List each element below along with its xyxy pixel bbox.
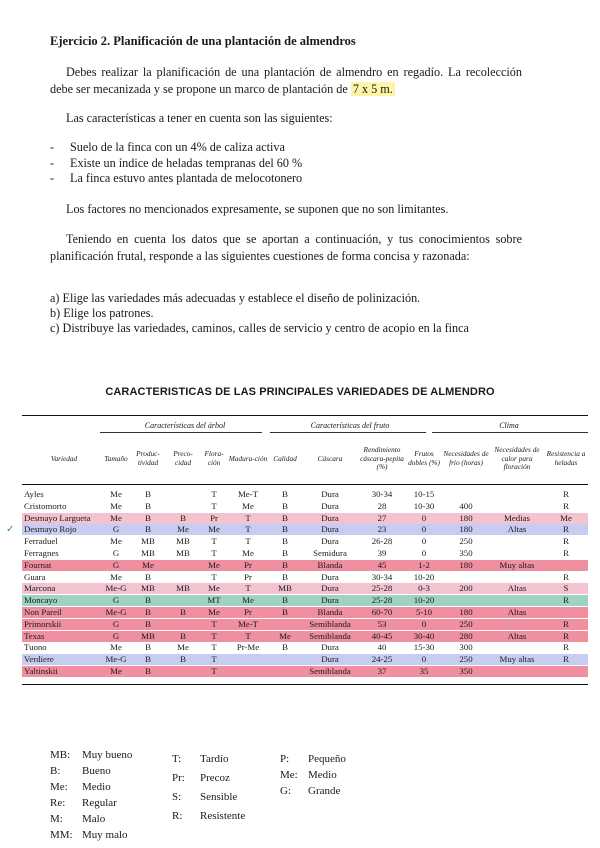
table-cell: 39 xyxy=(377,548,387,558)
legend-meaning: Sensible xyxy=(200,791,238,803)
table-cell: G xyxy=(112,630,120,641)
table-cell: Blanda xyxy=(317,559,343,570)
table-cell: MB xyxy=(141,583,155,594)
group-rule xyxy=(270,432,426,433)
table-cell: Me xyxy=(110,642,122,653)
table-cell: T xyxy=(245,512,251,523)
legend-entry xyxy=(50,763,132,779)
table-cell: Me xyxy=(279,630,291,641)
legend-meaning: Malo xyxy=(82,813,106,825)
table-cell: MB xyxy=(141,548,155,558)
legend-entry xyxy=(172,770,245,786)
table-cell: B xyxy=(145,489,151,499)
table-cell: Pr xyxy=(244,571,252,582)
variety-name: Ferraduel xyxy=(24,536,58,547)
table-cell: 350 xyxy=(459,666,473,676)
table-cell: 10-30 xyxy=(413,500,435,511)
table-cell: MB xyxy=(141,630,155,641)
table-cell: B xyxy=(145,512,151,523)
table-cell: Muy altas xyxy=(499,654,535,665)
table-cell: R xyxy=(563,500,569,511)
table-cell: B xyxy=(180,654,186,665)
table-cell: Blanda xyxy=(317,607,343,617)
table-cell: 280 xyxy=(459,630,473,641)
table-cell: B xyxy=(282,524,288,535)
table-cell: 0 xyxy=(421,618,427,629)
table-cell: 0-3 xyxy=(418,583,430,594)
table-cell: 250 xyxy=(459,536,473,547)
table-cell: B xyxy=(180,630,186,641)
table-row xyxy=(22,513,588,524)
table-cell: 250 xyxy=(459,654,473,665)
column-header: Tamaño xyxy=(104,453,128,463)
table-cell: Me xyxy=(110,666,122,676)
legend-entry xyxy=(280,783,346,799)
variety-name: Cristomorto xyxy=(24,500,67,511)
table-cell: 25-28 xyxy=(371,583,393,594)
legend-abbreviation: Me: xyxy=(50,781,68,793)
table-cell: Muy altas xyxy=(499,559,535,570)
table-row xyxy=(22,642,588,653)
table-cell: R xyxy=(563,642,569,653)
table-row xyxy=(22,548,588,559)
table-cell: 200 xyxy=(459,583,473,594)
table-cell: 180 xyxy=(459,607,473,617)
header-rule xyxy=(22,484,588,485)
table-cell: T xyxy=(211,630,217,641)
legend-entry xyxy=(172,808,245,824)
table-cell: 0 xyxy=(421,524,427,535)
table-cell: Me xyxy=(177,642,189,653)
table-cell: B xyxy=(282,642,288,653)
table-cell: B xyxy=(145,666,151,676)
table-cell: 40-45 xyxy=(371,630,393,641)
legend-meaning: Bueno xyxy=(82,765,111,777)
tick-mark-icon: ✓ xyxy=(6,524,15,535)
table-cell: R xyxy=(563,618,569,629)
table-cell: 180 xyxy=(459,559,473,570)
legend-entry xyxy=(50,827,132,843)
table-cell: R xyxy=(563,654,569,665)
table-cell: 400 xyxy=(459,500,473,511)
table-cell: B xyxy=(180,512,186,523)
table-cell: 30-34 xyxy=(371,489,393,499)
table-cell: Me xyxy=(208,559,220,570)
legend-entry xyxy=(50,779,132,795)
table-cell: T xyxy=(211,489,217,499)
table-cell: Semidura xyxy=(313,548,347,558)
variety-name: Marcona xyxy=(24,583,56,594)
table-cell: 30-34 xyxy=(371,571,393,582)
list-item: - Suelo de la finca con un 4% de caliza activa xyxy=(50,140,302,156)
table-title: CARACTERISTICAS DE LAS PRINCIPALES VARIEDADES DE ALMENDRO xyxy=(105,386,495,398)
legend-meaning: Tardío xyxy=(200,753,229,765)
variety-name: Ferragnes xyxy=(24,548,59,558)
table-cell: G xyxy=(112,559,120,570)
table-cell: 180 xyxy=(459,512,473,523)
legend-entry xyxy=(50,795,132,811)
table-bottom-rule xyxy=(22,684,588,685)
table-cell: Me xyxy=(242,548,254,558)
variety-name: Desmayo Largueta xyxy=(24,512,91,523)
table-cell: B xyxy=(145,595,151,606)
intro-paragraph xyxy=(50,64,522,97)
table-cell: Semiblanda xyxy=(309,630,351,641)
table-cell: R xyxy=(563,489,569,499)
table-row xyxy=(22,501,588,512)
table-cell: B xyxy=(282,607,288,617)
table-cell: 37 xyxy=(377,666,387,676)
table-cell: S xyxy=(563,583,569,594)
exercise-title: Ejercicio 2. Planificación de una plantación de almendros xyxy=(50,34,356,48)
variety-name: Fournat xyxy=(24,559,52,570)
table-cell: 1-2 xyxy=(418,559,430,570)
table-cell: B xyxy=(282,536,288,547)
legend-meaning: Precoz xyxy=(200,772,230,784)
table-cell: Dura xyxy=(321,583,339,594)
legend-abbreviation: M: xyxy=(50,813,63,825)
table-row xyxy=(22,654,588,665)
table-cell: G xyxy=(112,618,120,629)
variety-name: Desmayo Rojo xyxy=(24,524,77,535)
table-row xyxy=(22,607,588,618)
table-cell: B xyxy=(145,571,151,582)
group-rule xyxy=(432,432,588,433)
table-row xyxy=(22,619,588,630)
table-cell: 30-40 xyxy=(413,630,435,641)
table-cell: 15-30 xyxy=(413,642,435,653)
legend-meaning: Grande xyxy=(308,785,341,797)
table-cell: MB xyxy=(176,536,190,547)
table-cell: Pr xyxy=(210,512,218,523)
table-cell: Dura xyxy=(321,571,339,582)
table-cell: T xyxy=(211,548,217,558)
legend-abbreviation: R: xyxy=(172,810,183,822)
table-cell: Pr xyxy=(244,607,252,617)
intro-text: Debes realizar la planificación de una plantación de almendro en regadío. La recolección debe ser mecanizada y se propone un marco de plantación de xyxy=(50,65,522,96)
table-cell: Dura xyxy=(321,524,339,535)
instructions-paragraph: Teniendo en cuenta los datos que se aportan a continuación, y tus conocimientos sobre planificación frutal, responde a las siguientes cuestiones de forma concisa y razonada: xyxy=(50,232,522,263)
table-row xyxy=(22,524,588,535)
table-cell: 53 xyxy=(377,618,387,629)
table-cell: MB xyxy=(176,583,190,594)
table-cell: 180 xyxy=(459,524,473,535)
legend-entry xyxy=(172,789,245,805)
table-row xyxy=(22,536,588,547)
legend-entry xyxy=(50,811,132,827)
table-cell: Me xyxy=(242,500,254,511)
table-cell: Altas xyxy=(507,607,527,617)
table-cell: MB xyxy=(278,583,292,594)
legend-meaning: Muy malo xyxy=(82,829,128,841)
group-tree: Características del árbol xyxy=(144,421,226,430)
table-cell: 24-25 xyxy=(371,654,393,665)
legend-column-1 xyxy=(50,747,132,843)
table-cell: 0 xyxy=(421,654,427,665)
table-cell: Altas xyxy=(507,630,527,641)
table-cell: B xyxy=(145,607,151,617)
table-cell: MT xyxy=(207,595,221,606)
table-cell: 45 xyxy=(377,559,387,570)
table-cell: Pr xyxy=(244,559,252,570)
table-cell: 250 xyxy=(459,618,473,629)
column-header: Madura-ción xyxy=(228,453,268,463)
table-row xyxy=(22,666,588,677)
column-header: Produc-tividad xyxy=(136,449,160,467)
table-cell: Altas xyxy=(507,583,527,594)
table-cell: Dura xyxy=(321,595,339,606)
table-cell: 23 xyxy=(377,524,387,535)
table-cell: B xyxy=(180,607,186,617)
table-cell: Medias xyxy=(504,512,530,523)
legend-column-3 xyxy=(280,751,346,799)
legend-abbreviation: MM: xyxy=(50,829,73,841)
table-cell: Me xyxy=(560,512,572,523)
table-cell: Dura xyxy=(321,500,339,511)
table-cell: 10-20 xyxy=(413,595,435,606)
question-item: b) Elige los patrones. xyxy=(50,306,154,320)
variety-name: Tuono xyxy=(24,642,47,653)
legend-abbreviation: T: xyxy=(172,753,182,765)
characteristics-intro: Las características a tener en cuenta son las siguientes: xyxy=(66,111,333,125)
table-row xyxy=(22,631,588,642)
table-cell: 27 xyxy=(377,512,387,523)
table-cell: R xyxy=(563,595,569,606)
question-item: c) Distribuye las variedades, caminos, calles de servicio y centro de acopio en la finca xyxy=(50,321,469,335)
table-cell: Dura xyxy=(321,536,339,547)
table-cell: Me xyxy=(110,512,122,523)
column-header: Cáscara xyxy=(317,453,343,463)
table-cell: Semiblanda xyxy=(309,666,351,676)
table-cell: Dura xyxy=(321,512,339,523)
column-header: Rendimiento cáscara-pepita (%) xyxy=(360,445,404,472)
table-cell: T xyxy=(245,524,251,535)
table-cell: T xyxy=(245,583,251,594)
table-cell: 60-70 xyxy=(371,607,393,617)
variety-name: Yaltinskii xyxy=(24,666,58,676)
table-cell: Me xyxy=(110,571,122,582)
group-climate: Clima xyxy=(499,421,519,430)
list-item: - Existe un índice de heladas tempranas del 60 % xyxy=(50,156,302,172)
table-cell: B xyxy=(282,500,288,511)
table-cell: Me xyxy=(208,607,220,617)
table-cell: G xyxy=(112,595,120,606)
table-cell: B xyxy=(282,571,288,582)
factors-note: Los factores no mencionados expresamente, se suponen que no son limitantes. xyxy=(66,202,449,216)
table-top-rule xyxy=(22,415,588,416)
legend-abbreviation: Re: xyxy=(50,797,66,809)
legend-meaning: Resistente xyxy=(200,810,246,822)
legend-column-2 xyxy=(172,751,245,827)
legend-meaning: Regular xyxy=(82,797,117,809)
legend-abbreviation: P: xyxy=(280,753,290,765)
legend-entry xyxy=(280,767,346,783)
table-cell: Pr-Me xyxy=(236,642,260,653)
table-cell: B xyxy=(282,559,288,570)
table-cell: MB xyxy=(176,548,190,558)
table-cell: 40 xyxy=(377,642,387,653)
table-cell: Altas xyxy=(507,524,527,535)
table-cell: Me xyxy=(242,595,254,606)
table-cell: Me-G xyxy=(105,654,127,665)
table-cell: Dura xyxy=(321,642,339,653)
legend-entry xyxy=(280,751,346,767)
table-cell: Me xyxy=(208,583,220,594)
table-cell: B xyxy=(145,524,151,535)
table-cell: Me-T xyxy=(237,489,259,499)
table-cell: Dura xyxy=(321,489,339,499)
legend-meaning: Medio xyxy=(82,781,111,793)
table-cell: T xyxy=(211,642,217,653)
table-cell: T xyxy=(211,618,217,629)
table-cell: Dura xyxy=(321,654,339,665)
characteristics-list xyxy=(50,140,302,187)
table-cell: T xyxy=(245,536,251,547)
table-cell: 5-10 xyxy=(415,607,433,617)
questions-list xyxy=(50,291,469,336)
table-cell: T xyxy=(211,571,217,582)
table-cell: 300 xyxy=(459,642,473,653)
legend-entry xyxy=(50,747,132,763)
column-header: Calidad xyxy=(273,453,297,463)
table-cell: B xyxy=(145,500,151,511)
variety-name: Guara xyxy=(24,571,46,582)
table-cell: Me-T xyxy=(237,618,259,629)
table-cell: B xyxy=(145,642,151,653)
table-cell: 25-28 xyxy=(371,595,393,606)
group-rule xyxy=(100,432,262,433)
legend-meaning: Muy bueno xyxy=(82,749,133,761)
legend-abbreviation: B: xyxy=(50,765,61,777)
column-header: Necesidades de calor para floración xyxy=(494,445,540,472)
table-cell: MB xyxy=(141,536,155,547)
table-cell: R xyxy=(563,548,569,558)
table-cell: 0 xyxy=(421,536,427,547)
table-cell: 35 xyxy=(419,666,429,676)
variety-name: Moncayo xyxy=(24,595,58,606)
table-cell: 0 xyxy=(421,548,427,558)
variety-name: Non Pareil xyxy=(24,607,62,617)
table-cell: R xyxy=(563,524,569,535)
table-cell: T xyxy=(211,500,217,511)
table-cell: R xyxy=(563,536,569,547)
group-fruit: Características del fruto xyxy=(310,421,390,430)
variety-name: Ayles xyxy=(24,489,44,499)
table-cell: Me-G xyxy=(105,607,127,617)
legend-abbreviation: Pr: xyxy=(172,772,185,784)
legend-abbreviation: Me: xyxy=(280,769,298,781)
variety-name: Texas xyxy=(24,630,45,641)
table-cell: Me xyxy=(142,559,154,570)
table-cell: B xyxy=(282,489,288,499)
table-cell: R xyxy=(563,630,569,641)
list-item: - La finca estuvo antes plantada de melocotonero xyxy=(50,171,302,187)
column-header: Variedad xyxy=(50,453,78,463)
highlighted-spacing: 7 x 5 m. xyxy=(352,81,393,96)
table-cell: 10-20 xyxy=(413,571,435,582)
table-cell: B xyxy=(145,654,151,665)
table-row xyxy=(22,560,588,571)
column-header: Preco-cidad xyxy=(173,449,193,467)
table-cell: Semiblanda xyxy=(309,618,351,629)
column-header: Resistencia a heladas xyxy=(546,449,586,467)
table-cell: 0 xyxy=(421,512,427,523)
table-cell: B xyxy=(282,512,288,523)
column-header: Flora-ción xyxy=(204,449,224,467)
legend-abbreviation: MB: xyxy=(50,749,71,761)
table-cell: 28 xyxy=(377,500,387,511)
table-row xyxy=(22,572,588,583)
table-cell: B xyxy=(282,548,288,558)
table-row xyxy=(22,583,588,594)
table-cell: Me xyxy=(208,524,220,535)
column-header: Necesidades de frío (horas) xyxy=(443,449,489,467)
table-cell: T xyxy=(211,654,217,665)
table-cell: Me xyxy=(110,536,122,547)
legend-meaning: Pequeño xyxy=(308,753,346,765)
table-row xyxy=(22,595,588,606)
variety-name: Verdiere xyxy=(24,654,54,665)
table-row xyxy=(22,489,588,500)
table-cell: Me xyxy=(177,524,189,535)
legend-entry xyxy=(172,751,245,767)
table-cell: T xyxy=(245,630,251,641)
table-cell: T xyxy=(211,666,217,676)
table-cell: Me xyxy=(110,500,122,511)
legend-abbreviation: G: xyxy=(280,785,291,797)
table-cell: R xyxy=(563,571,569,582)
legend-abbreviation: S: xyxy=(172,791,182,803)
table-cell: T xyxy=(211,536,217,547)
legend-meaning: Medio xyxy=(308,769,337,781)
question-item: a) Elige las variedades más adecuadas y establece el diseño de polinización. xyxy=(50,291,421,305)
table-cell: G xyxy=(112,548,120,558)
table-cell: B xyxy=(282,595,288,606)
table-cell: Me-G xyxy=(105,583,127,594)
table-cell: 26-28 xyxy=(371,536,393,547)
table-cell: 350 xyxy=(459,548,473,558)
column-header: Frutos dobles (%) xyxy=(408,449,440,467)
table-cell: 10-15 xyxy=(413,489,435,499)
table-cell: Me xyxy=(110,489,122,499)
table-cell: B xyxy=(145,618,151,629)
variety-name: Primorskii xyxy=(24,618,62,629)
table-cell: G xyxy=(112,524,120,535)
